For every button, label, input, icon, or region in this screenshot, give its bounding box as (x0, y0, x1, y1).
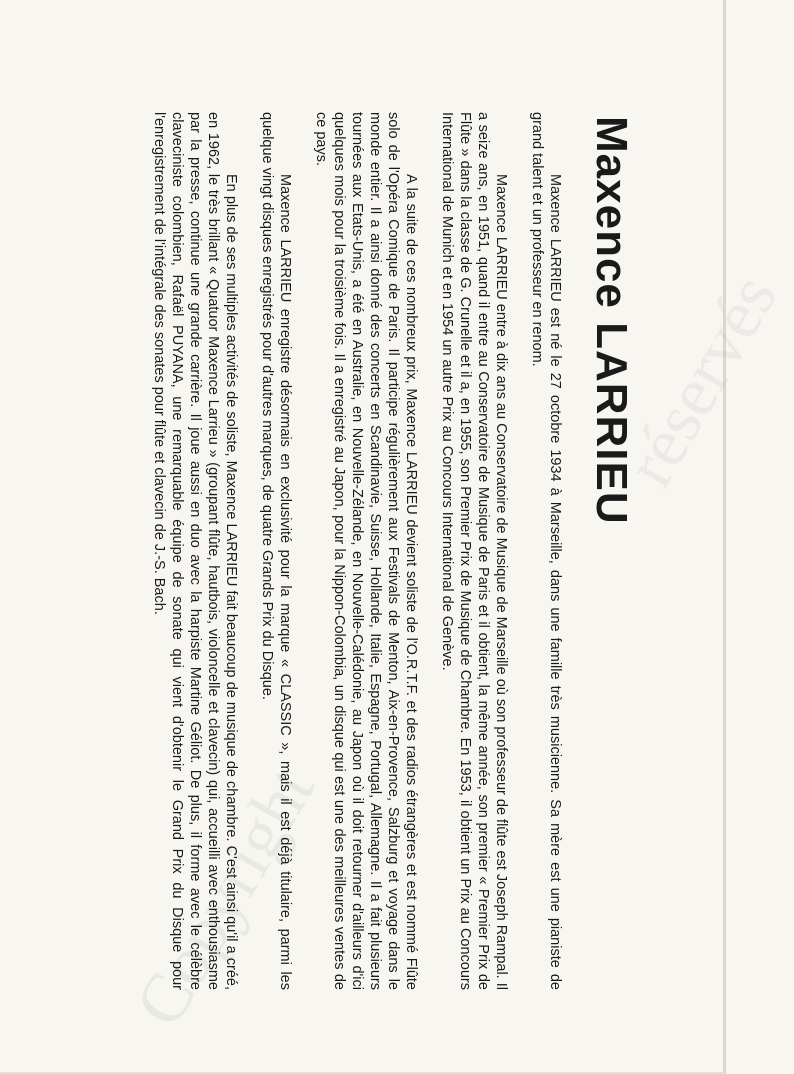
document-title: Maxence LARRIEU (587, 116, 636, 525)
paragraph-recordings: Maxence LARRIEU enregistre désormais en exclusivité pour la marque « CLASSIC », mais il est déjà titulaire, parmi les quelque vingt disques enregistrés pour d'autres marques, de quatre Grands Prix du Disque. (259, 112, 293, 990)
rotated-document (78, 110, 638, 990)
paragraph-education: Maxence LARRIEU entre à dix ans au Conservatoire de Musique de Marseille où son professeur de flûte est Joseph Rampal. Il a seize ans, en 1951, quand il entre au Conservatoire de Musique de Paris et il obtient, la même année, son premier « Premier Prix de Flûte » dans la classe de G. Crunelle et il a, en 1955, son Premier Prix de Musique de Chambre. En 1953, il obtient un Prix au Concours International de Munich et en 1954 un autre Prix au Concours International de Genève. (439, 112, 509, 990)
document-body (150, 110, 564, 990)
paragraph-career: A la suite de ces nombreux prix, Maxence LARRIEU devient soliste de l'O.R.T.F. et des radios étrangères et est nommé Flûte solo de l'Opéra Comique de Paris. Il participe régulièrement aux Festivals de Menton, Aix-en-Provence, Salzburg et voyage dans le monde entier. Il a ainsi donné des concerts en Scandinavie, Suisse, Hollande, Italie, Espagne, Portugal, Allemagne. Il a fait plusieurs tournées aux Etats-Unis, a été en Australie, en Nouvelle-Zélande, en Nouvelle-Calédonie, au Japon où il doit retourner d'ailleurs d'ici quelques mois pour la troisième fois. Il a enregistré au Japon, pour la Nippon-Colombia, un disque qui est une des meilleures ventes de ce pays. (313, 112, 419, 990)
paragraph-chamber-music: En plus de ses multiples activités de soliste, Maxence LARRIEU fait beaucoup de musique de chambre. C'est ainsi qu'il a créé, en 1962, le très brillant « Quatuor Maxence Larrieu » (groupant flûte, hautbois, violoncelle et clavecin) qui, accueilli avec enthousiasme par la presse, continue une grande carrière. Il joue aussi en duo avec la harpiste Martine Géliot. De plus, il forme avec le célèbre claveciniste colombien, Rafaël PUYANA, une remarquable équipe de sonate qui vient d'obtenir le Grand Prix du Disque pour l'enregistrement de l'intégrale des sonates pour flûte et clavecin de J.-S. Bach. (151, 112, 239, 990)
paragraph-birth: Maxence LARRIEU est né le 27 octobre 1934 à Marseille, dans une famille très musicienne. Sa mère est une pianiste de grand talent et un professeur en renom. (529, 112, 563, 990)
rights-watermark: réservés (610, 261, 793, 499)
copyright-watermark: Copyright (120, 754, 330, 1039)
